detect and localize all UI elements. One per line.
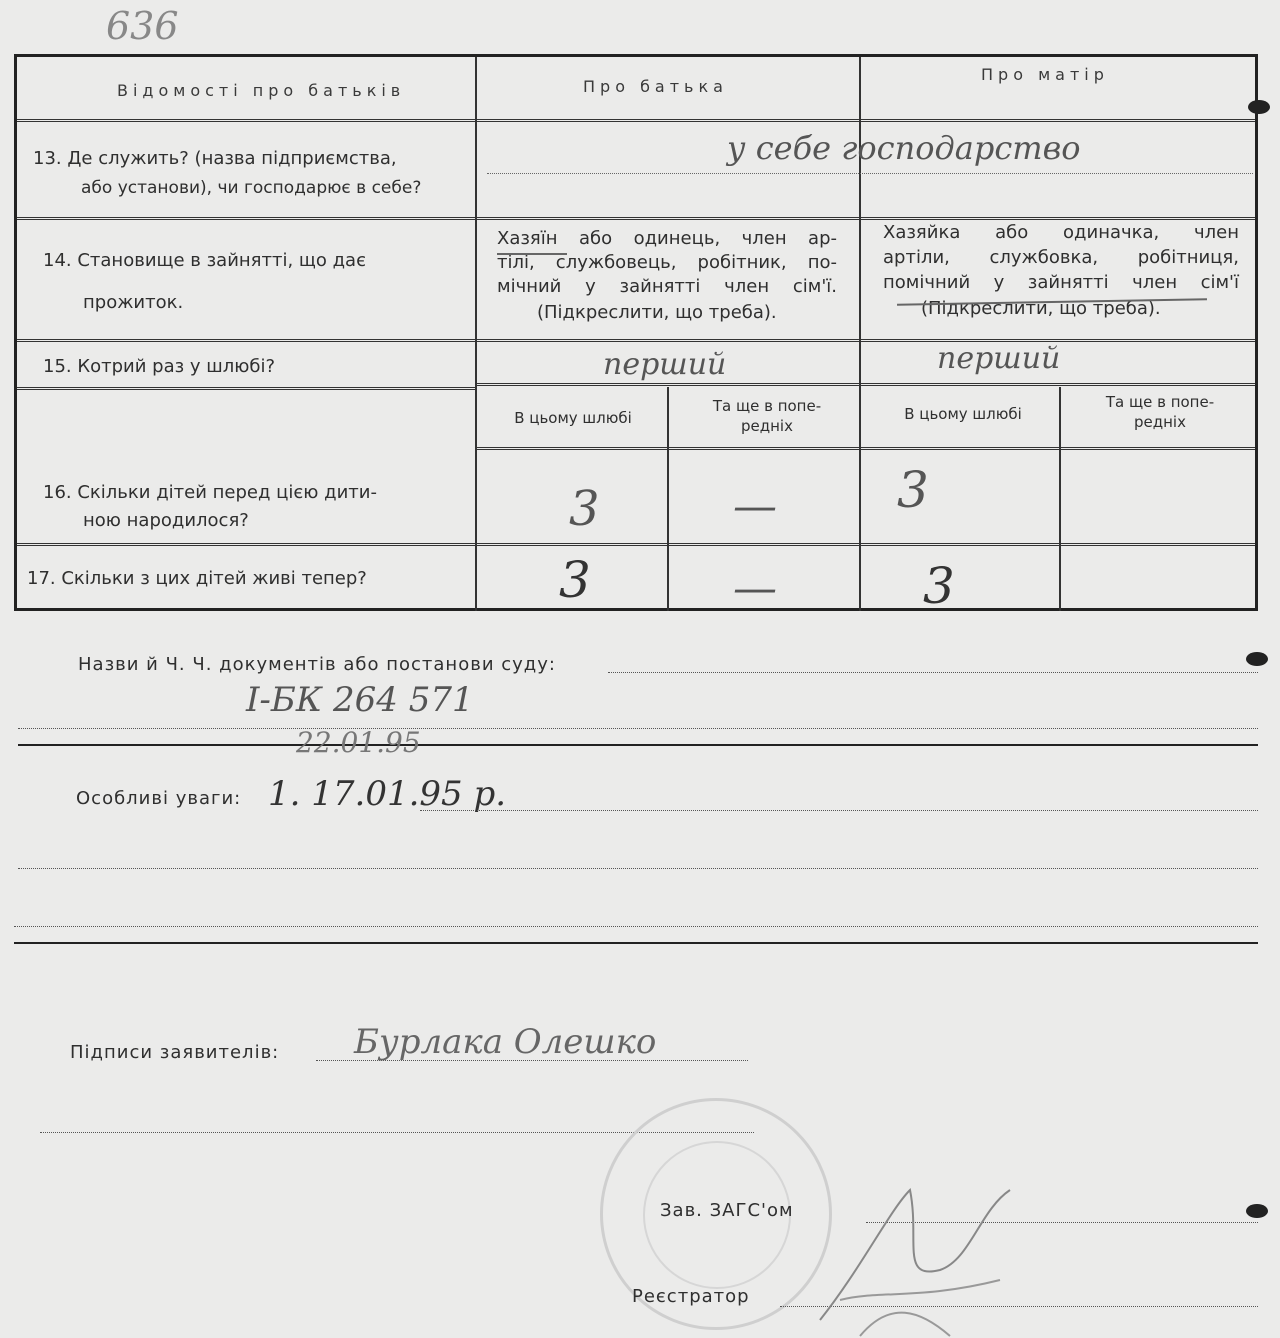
documents-label: Назви й Ч. Ч. документів або постанови суду: bbox=[78, 654, 556, 675]
subheader-mother-prev-line1: Та ще в попе- bbox=[1105, 393, 1215, 411]
q13-label-line1: 13. Де служить? (назва підприємства, bbox=[33, 148, 397, 169]
signatures-value: Бурлакa Олешко bbox=[354, 1022, 657, 1062]
q16-father-this: 3 bbox=[569, 481, 600, 537]
archive-number: 636 bbox=[106, 4, 179, 48]
subheader-mother-prev-line2: редніх bbox=[1134, 413, 1186, 431]
ink-blot bbox=[1248, 100, 1270, 114]
q16-label-line2: ною народилося? bbox=[83, 510, 249, 531]
q13-label-line2: або установи), чи господарює в себе? bbox=[81, 178, 422, 198]
subheader-father-prev-line1: Та ще в попе- bbox=[712, 397, 822, 415]
header-mother: Про матір bbox=[981, 65, 1109, 84]
q15-father-answer: перший bbox=[603, 347, 727, 382]
q16-mother-this: 3 bbox=[897, 461, 929, 519]
remarks-label: Особливі уваги: bbox=[76, 788, 242, 809]
head-label: Зав. ЗАГС'ом bbox=[660, 1200, 794, 1221]
subheader-father-this: В цьому шлюбі bbox=[514, 409, 632, 427]
q14-father-line2: тілі, службовець, робітник, по- bbox=[497, 252, 837, 273]
q13-answer: у себе господарство bbox=[727, 129, 1081, 167]
q17-label: 17. Скільки з цих дітей живі тепер? bbox=[27, 568, 367, 589]
header-father: Про батька bbox=[583, 77, 728, 96]
q14-father-line3: мічний у зайнятті член сім'ї. bbox=[497, 276, 837, 297]
q16-father-prev: — bbox=[733, 481, 777, 532]
ink-blot bbox=[1246, 652, 1268, 666]
q14-mother-line1: Хазяйка або одиначка, член bbox=[883, 222, 1239, 243]
q14-father-line4: (Підкреслити, що треба). bbox=[537, 302, 777, 323]
q16-label-line1: 16. Скільки дітей перед цією дити- bbox=[43, 482, 377, 503]
q17-father-this: 3 bbox=[559, 551, 591, 609]
q14-mother-line2: артіли, службовка, робітниця, bbox=[883, 247, 1239, 268]
q14-label-line2: прожиток. bbox=[83, 292, 184, 313]
header-parents-info: Відомості про батьків bbox=[117, 81, 406, 100]
subheader-father-prev-line2: редніх bbox=[741, 417, 793, 435]
documents-value-line1: I-БК 264 571 bbox=[246, 680, 474, 720]
ink-blot bbox=[1246, 1204, 1268, 1218]
q15-label: 15. Котрий раз у шлюбі? bbox=[43, 356, 276, 377]
parents-table bbox=[14, 54, 1258, 615]
remarks-value: 1. 17.01.95 р. bbox=[268, 774, 507, 814]
q14-father-line1: Хазяїн або одинець, член ар- bbox=[497, 228, 837, 249]
subheader-mother-this: В цьому шлюбі bbox=[904, 405, 1022, 423]
q15-mother-answer: перший bbox=[937, 341, 1061, 376]
signature-scribble bbox=[800, 1150, 1040, 1338]
q14-label-line1: 14. Становище в зайнятті, що дає bbox=[43, 250, 366, 271]
q17-father-prev: — bbox=[733, 563, 777, 614]
signatures-label: Підписи заявителів: bbox=[70, 1042, 280, 1063]
q14-mother-line4: (Підкреслити, що треба). bbox=[921, 298, 1161, 319]
registrar-label: Реєстратор bbox=[632, 1286, 750, 1307]
q17-mother-this: 3 bbox=[923, 557, 955, 615]
q14-mother-line3: помічний у зайнятті член сім'ї bbox=[883, 272, 1239, 293]
documents-value-line2: 22.01.95 bbox=[296, 726, 421, 759]
